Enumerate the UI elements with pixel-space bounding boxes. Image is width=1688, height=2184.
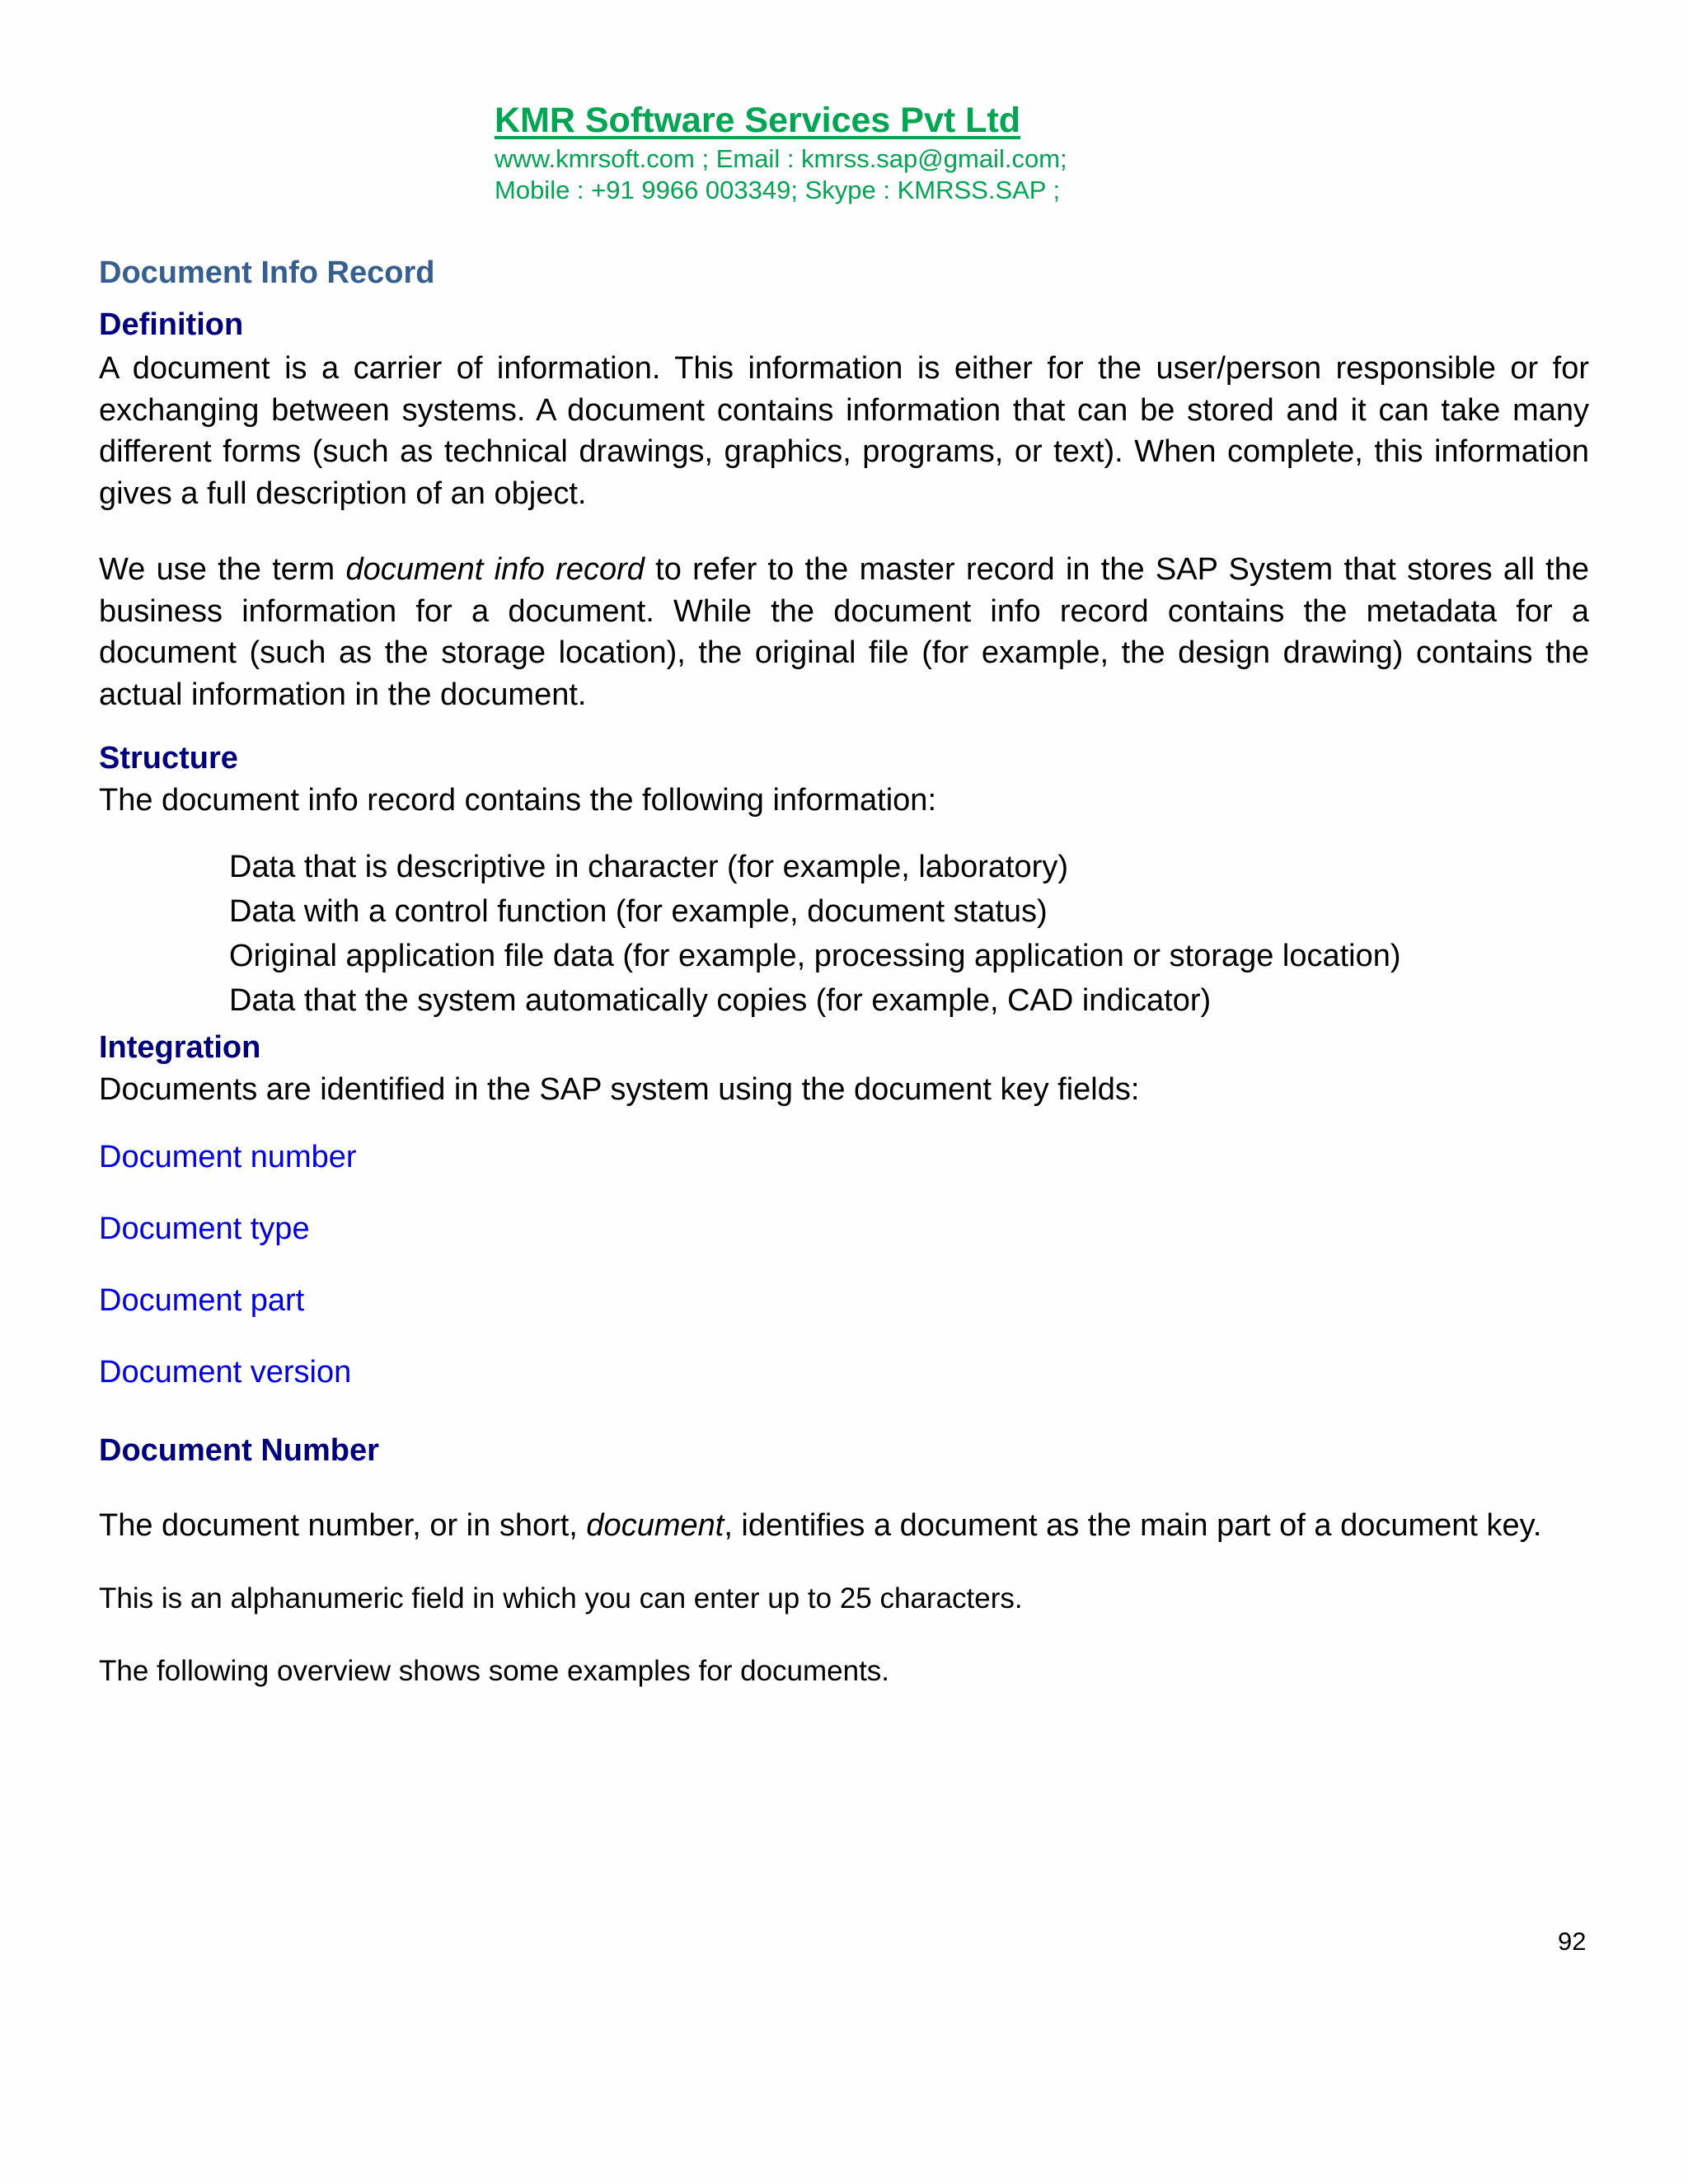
italic-term: document (586, 1508, 724, 1543)
heading-integration: Integration (99, 1029, 261, 1065)
list-item: Data with a control function (for example, document status) (229, 893, 1048, 929)
text-span: We use the term (99, 552, 346, 587)
list-item: Data that the system automatically copies (for example, CAD indicator) (229, 982, 1212, 1018)
key-fields-list (99, 1135, 1589, 1394)
company-name: KMR Software Services Pvt Ltd (495, 101, 1021, 140)
contact-mobile-skype: Mobile : +91 9966 003349; Skype : KMRSS.SAP ; (495, 176, 1061, 204)
link-document-version[interactable]: Document version (99, 1355, 352, 1390)
structure-list (99, 845, 1589, 1023)
page-number: 92 (1558, 1927, 1587, 1956)
document-number-paragraph-3: The following overview shows some examples for documents. (99, 1655, 890, 1687)
link-document-number[interactable]: Document number (99, 1140, 357, 1174)
text-span: to refer to the master record in the SAP System that stores all the business information for a document. While the document info record contains the metadata for a document (such as the storage location), the original file (for example, the design drawing) contains the actual information in the document. (99, 552, 1589, 712)
letterhead (495, 97, 1067, 206)
document-number-paragraph-2: This is an alphanumeric field in which you can enter up to 25 characters. (99, 1582, 1023, 1615)
structure-intro: The document info record contains the following information: (99, 783, 936, 818)
list-item: Data that is descriptive in character (for example, laboratory) (229, 849, 1068, 884)
link-document-type[interactable]: Document type (99, 1212, 310, 1246)
contact-website-email: www.kmrsoft.com ; Email : kmrss.sap@gmail.com; (495, 144, 1067, 173)
integration-intro: Documents are identified in the SAP system using the document key fields: (99, 1071, 1140, 1107)
definition-paragraph-1: A document is a carrier of information. This information is either for the user/person responsible or for exchanging between systems. A document contains information that can be stored and it can take many different forms (such as technical drawings, graphics, programs, or text). When complete, this information gives a full description of an object. (99, 351, 1589, 511)
list-item: Original application file data (for example, processing application or storage location) (229, 938, 1401, 973)
text-span: The document number, or in short, (99, 1508, 587, 1543)
definition-paragraph-2 (99, 549, 1589, 715)
text-span: , identifies a document as the main part of a document key. (724, 1508, 1542, 1543)
page-title: Document Info Record (99, 255, 435, 290)
heading-definition: Definition (99, 307, 244, 342)
heading-document-number: Document Number (99, 1433, 379, 1468)
italic-term: document info record (345, 552, 645, 587)
heading-structure: Structure (99, 741, 238, 776)
document-body (99, 251, 1589, 1690)
link-document-part[interactable]: Document part (99, 1283, 305, 1318)
document-number-paragraph-1 (99, 1508, 1589, 1543)
